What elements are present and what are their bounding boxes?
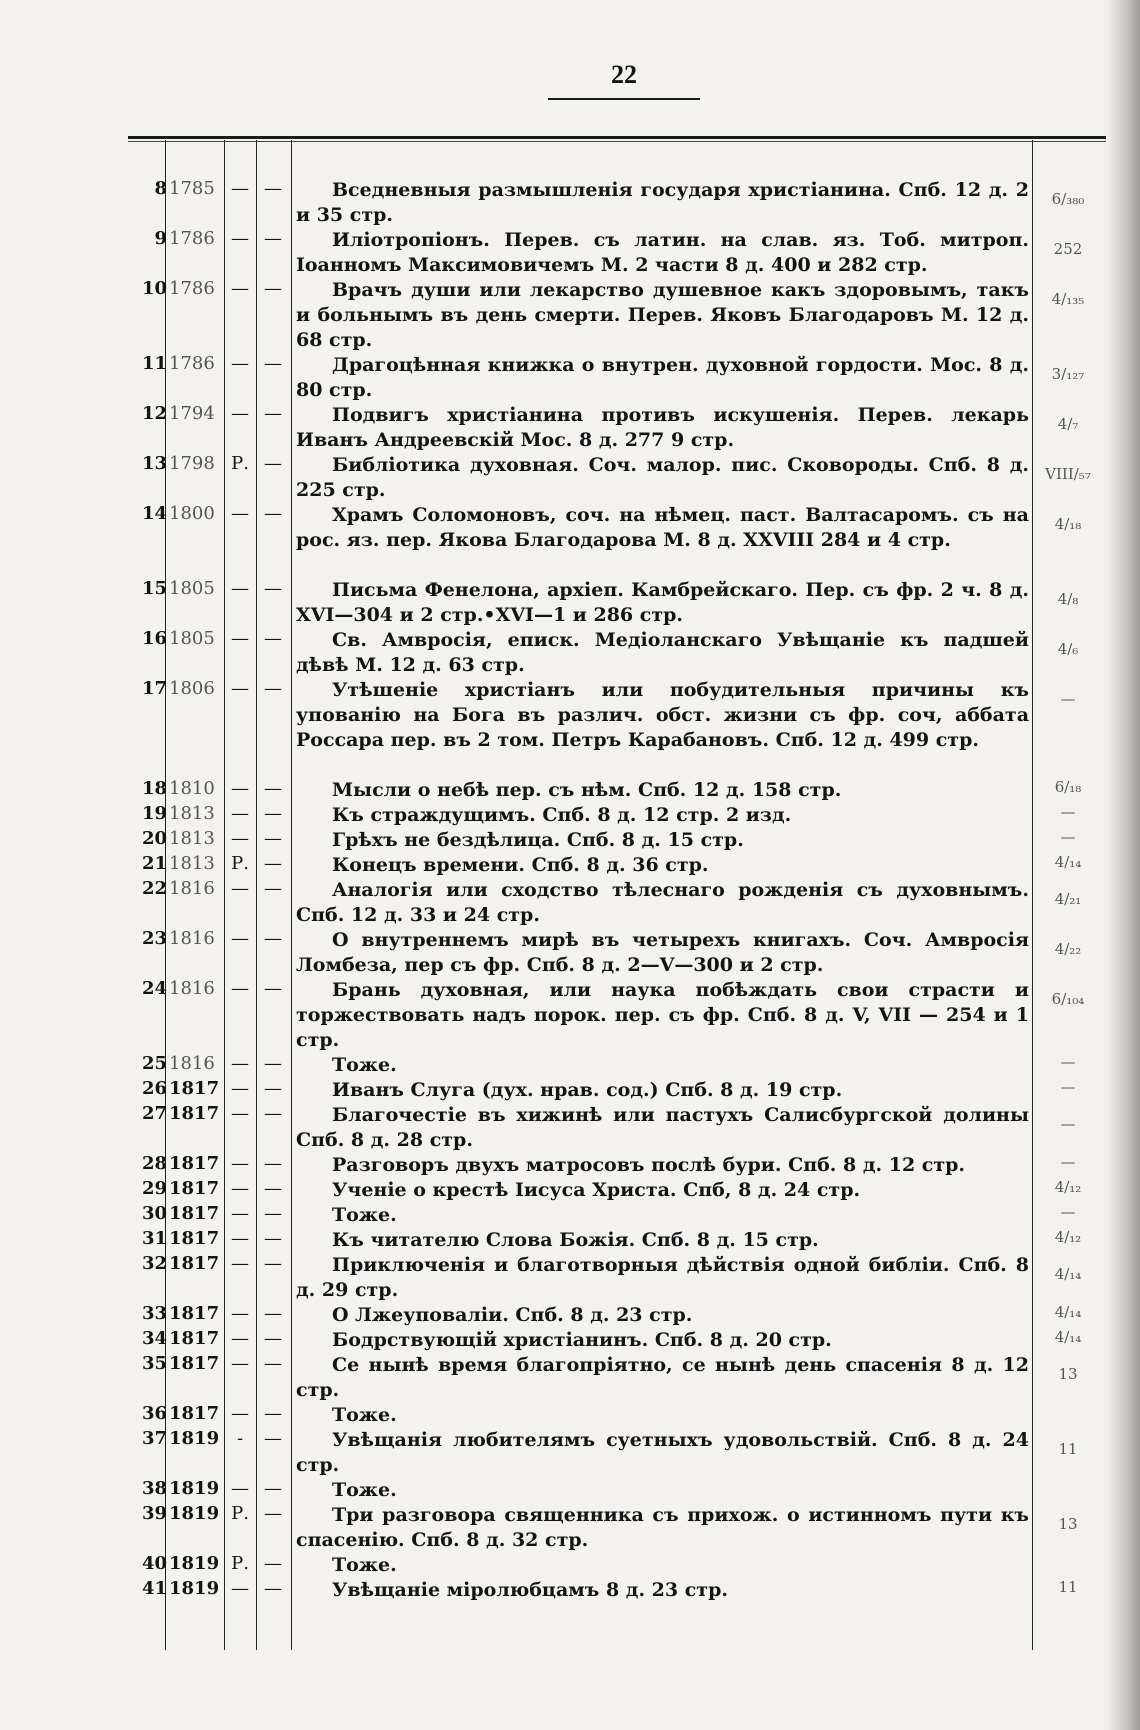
entry-mark-2: — (264, 853, 282, 874)
entry-title: Се нынѣ время благопріятно, се нынѣ день спасенія 8 д. 12 стр. (296, 1354, 1029, 1401)
entry-mark: — (231, 978, 249, 999)
entry-title: Св. Амвросія, еписк. Медіоланскаго Увѣщаніе къ падшей дѣвѣ М. 12 д. 63 стр. (296, 629, 1029, 676)
entry-title: Грѣхъ не бездѣлица. Спб. 8 д. 15 стр. (332, 829, 744, 851)
entry-price: 11 (1058, 1578, 1078, 1596)
entry-year: 1816 (169, 1053, 215, 1074)
entry-price: VIII/₅₇ (1045, 465, 1091, 483)
entry-mark: — (231, 1353, 249, 1374)
entry-mark: — (231, 278, 249, 299)
entry-mark-2: — (264, 228, 282, 249)
entry-mark: — (231, 178, 249, 199)
entry-mark: — (231, 503, 249, 524)
entry-number: 33 (141, 1303, 167, 1324)
entry-title: Письма Фенелона, архіеп. Камбрейскаго. Пер. съ фр. 2 ч. 8 д. XVI—304 и 2 стр.•XVI—1 и 286 стр. (296, 579, 1029, 626)
entry-mark: — (231, 1203, 249, 1224)
entry-mark-2: — (264, 1553, 282, 1574)
entry-mark-2: — (264, 1103, 282, 1124)
entry-mark: — (231, 1253, 249, 1274)
entry-number: 20 (141, 828, 167, 849)
entry-mark-2: — (264, 778, 282, 799)
entry-mark: — (231, 878, 249, 899)
entry-price: 4/₁₃₅ (1051, 290, 1085, 308)
entry-year: 1816 (169, 978, 215, 999)
entry-number: 38 (141, 1478, 167, 1499)
entry-mark: — (231, 628, 249, 649)
entry-mark-2: — (264, 1178, 282, 1199)
entry-title: Аналогія или сходство тѣлеснаго рожденія съ духовнымъ. Спб. 12 д. 33 и 24 стр. (296, 879, 1029, 926)
entry-mark-2: — (264, 828, 282, 849)
entry-title: Приключенія и благотворныя дѣйствія одной библіи. Спб. 8 д. 29 стр. (296, 1254, 1029, 1301)
entry-price: — (1060, 1078, 1076, 1096)
entry-title: Къ читателю Слова Божія. Спб. 8 д. 15 стр. (332, 1229, 819, 1251)
entry-price: 3/₁₂₇ (1051, 365, 1085, 383)
entry-mark: — (231, 828, 249, 849)
entry-title: Брань духовная, или наука побѣждать свои страсти и торжествовать надъ порок. пер. съ фр. Спб. 8 д. V, VII — 254 и 1 стр. (296, 979, 1029, 1051)
entry-price: 252 (1053, 240, 1083, 258)
entry-mark: Р. (231, 1503, 249, 1524)
entry-mark-2: — (264, 453, 282, 474)
entry-number: 35 (141, 1353, 167, 1374)
entry-mark-2: — (264, 178, 282, 199)
entry-title: Увѣщаніе міролюбцамъ 8 д. 23 стр. (332, 1579, 728, 1601)
entry-number: 18 (141, 778, 167, 799)
entry-number: 41 (141, 1578, 167, 1599)
entry-title: Врачъ души или лекарство душевное какъ здоровымъ, такъ и больнымъ въ день смерти. Перев. Яковъ Благодаровъ М. 12 д. 68 стр. (296, 279, 1029, 351)
entry-year: 1786 (169, 353, 215, 374)
entry-title: Тоже. (332, 1054, 397, 1076)
entry-mark: — (231, 1478, 249, 1499)
entry-mark-2: — (264, 803, 282, 824)
entry-mark-2: — (264, 1353, 282, 1374)
entry-year: 1817 (169, 1328, 220, 1349)
entry-year: 1786 (169, 278, 215, 299)
entry-year: 1800 (169, 503, 215, 524)
entry-title: Конецъ времени. Спб. 8 д. 36 стр. (332, 854, 709, 876)
entry-price: 4/₁₂ (1054, 1178, 1082, 1196)
entry-title: Подвигъ христіанина противъ искушенія. Перев. лекарь Иванъ Андреевскій Мос. 8 д. 277 9 стр. (296, 404, 1029, 451)
entry-title: Тоже. (332, 1404, 397, 1426)
entry-number: 28 (141, 1153, 167, 1174)
entry-title: О внутреннемъ мирѣ въ четырехъ книгахъ. Соч. Амвросія Ломбеза, пер съ фр. Спб. 8 д. 2—V—300 и 2 стр. (296, 929, 1029, 976)
entry-year: 1817 (169, 1253, 220, 1274)
entry-title: О Лжеуповаліи. Спб. 8 д. 23 стр. (332, 1304, 693, 1326)
entry-price: 6/₁₀₄ (1051, 990, 1085, 1008)
entry-title: Драгоцѣнная книжка о внутрен. духовной гордости. Мос. 8 д. 80 стр. (296, 354, 1029, 401)
entry-title: Три разговора священника съ прихож. о истинномъ пути къ спасенію. Спб. 8 д. 32 стр. (296, 1504, 1029, 1551)
entry-mark: — (231, 1153, 249, 1174)
entry-mark-2: — (264, 1478, 282, 1499)
entry-title: Мысли о небѣ пер. съ нѣм. Спб. 12 д. 158 стр. (332, 779, 842, 801)
entry-mark: — (231, 803, 249, 824)
entry-mark-2: — (264, 978, 282, 999)
entry-mark-2: — (264, 678, 282, 699)
entry-mark: — (231, 403, 249, 424)
entry-number: 11 (141, 353, 167, 374)
entry-year: 1794 (169, 403, 215, 424)
entry-mark: — (231, 228, 249, 249)
entry-number: 23 (141, 928, 167, 949)
entry-year: 1819 (169, 1503, 220, 1524)
entry-year: 1817 (169, 1303, 220, 1324)
entry-number: 14 (141, 503, 167, 524)
entry-mark-2: — (264, 1578, 282, 1599)
entry-number: 36 (141, 1403, 167, 1424)
entry-year: 1813 (169, 828, 215, 849)
entry-mark: — (231, 778, 249, 799)
entry-mark: — (231, 1328, 249, 1349)
entry-year: 1816 (169, 878, 215, 899)
entry-year: 1819 (169, 1578, 220, 1599)
table-top-rule (128, 136, 1106, 139)
entry-year: 1817 (169, 1353, 220, 1374)
entry-price: 4/₁₄ (1054, 1303, 1082, 1321)
entry-number: 37 (141, 1428, 167, 1449)
entry-number: 21 (141, 853, 167, 874)
entry-year: 1798 (169, 453, 215, 474)
entry-mark-2: — (264, 1403, 282, 1424)
entry-title: Разговоръ двухъ матросовъ послѣ бури. Спб. 8 д. 12 стр. (332, 1154, 966, 1176)
entry-year: 1805 (169, 628, 215, 649)
entry-year: 1806 (169, 678, 215, 699)
entry-price: — (1060, 1203, 1076, 1221)
entry-mark-2: — (264, 353, 282, 374)
entry-title: Утѣшеніе христіанъ или побудительныя причины къ упованію на Бога въ различ. обст. жизни съ фр. соч, аббата Россара пер. въ 2 том. Петръ Карабановъ. Спб. 12 д. 499 стр. (296, 679, 1029, 751)
entry-number: 25 (141, 1053, 167, 1074)
entry-number: 26 (141, 1078, 167, 1099)
entry-number: 29 (141, 1178, 167, 1199)
entry-mark: — (231, 678, 249, 699)
entry-mark: Р. (231, 453, 249, 474)
entry-price: 4/₂₁ (1054, 890, 1082, 908)
entry-year: 1817 (169, 1078, 220, 1099)
entry-title: Иванъ Слуга (дух. нрав. сод.) Спб. 8 д. 19 стр. (332, 1079, 843, 1101)
entry-title: Иліотропіонъ. Перев. съ латин. на слав. яз. Тоб. митроп. Іоанномъ Максимовичемъ М. 2 части 8 д. 400 и 282 стр. (296, 229, 1029, 276)
entry-number: 32 (141, 1253, 167, 1274)
entry-price: 4/₈ (1057, 590, 1079, 608)
entry-price: 4/₆ (1057, 640, 1079, 658)
entry-year: 1813 (169, 853, 215, 874)
entry-number: 31 (141, 1228, 167, 1249)
entry-price: 4/₁₂ (1054, 1228, 1082, 1246)
entry-mark-2: — (264, 1328, 282, 1349)
entry-mark: — (231, 1303, 249, 1324)
entry-mark-2: — (264, 503, 282, 524)
entry-mark: Р. (231, 1553, 249, 1574)
entry-title: Увѣщанія любителямъ суетныхъ удовольствій. Спб. 8 д. 24 стр. (296, 1429, 1029, 1476)
entry-price: — (1060, 690, 1076, 708)
entry-price: — (1060, 1153, 1076, 1171)
entry-mark-2: — (264, 1503, 282, 1524)
entry-mark-2: — (264, 1253, 282, 1274)
entry-price: 11 (1058, 1440, 1078, 1458)
page-number: 22 (611, 60, 637, 89)
entry-number: 17 (141, 678, 167, 699)
entry-year: 1817 (169, 1178, 220, 1199)
entry-mark-2: — (264, 1303, 282, 1324)
entry-number: 10 (141, 278, 167, 299)
entry-price: 4/₁₄ (1054, 1328, 1082, 1346)
entry-mark-2: — (264, 1153, 282, 1174)
entry-price: — (1060, 803, 1076, 821)
entry-price: 4/₇ (1057, 415, 1079, 433)
entry-mark-2: — (264, 278, 282, 299)
entry-number: 24 (141, 978, 167, 999)
entry-mark-2: — (264, 878, 282, 899)
entry-mark-2: — (264, 1228, 282, 1249)
page-number-rule (548, 98, 700, 100)
entry-price: 4/₂₂ (1054, 940, 1082, 958)
entry-price: — (1060, 1053, 1076, 1071)
entry-mark-2: — (264, 1203, 282, 1224)
entry-mark-2: — (264, 928, 282, 949)
entry-number: 13 (141, 453, 167, 474)
entry-mark-2: — (264, 1053, 282, 1074)
entry-mark: — (231, 1178, 249, 1199)
entry-mark: - (236, 1428, 244, 1449)
entry-year: 1819 (169, 1428, 220, 1449)
entry-year: 1817 (169, 1228, 220, 1249)
entry-year: 1786 (169, 228, 215, 249)
entry-year: 1785 (169, 178, 215, 199)
entry-title: Тоже. (332, 1554, 397, 1576)
entry-number: 8 (154, 178, 167, 199)
entry-price: 13 (1058, 1365, 1078, 1383)
entry-year: 1817 (169, 1153, 220, 1174)
entry-mark: — (231, 1103, 249, 1124)
entry-number: 22 (141, 878, 167, 899)
entry-year: 1819 (169, 1478, 220, 1499)
entry-price: 6/₃₈₀ (1051, 190, 1085, 208)
entry-number: 16 (141, 628, 167, 649)
entry-year: 1813 (169, 803, 215, 824)
entry-number: 19 (141, 803, 167, 824)
entry-price: 4/₁₈ (1054, 515, 1082, 533)
entry-title: Бодрствующій христіанинъ. Спб. 8 д. 20 стр. (332, 1329, 832, 1351)
entry-mark: — (231, 1053, 249, 1074)
entry-number: 12 (141, 403, 167, 424)
entry-mark: — (231, 928, 249, 949)
entry-price: 4/₁₄ (1054, 853, 1082, 871)
entry-mark: — (231, 1578, 249, 1599)
entry-year: 1810 (169, 778, 215, 799)
entry-number: 34 (141, 1328, 167, 1349)
entry-title: Къ страждущимъ. Спб. 8 д. 12 стр. 2 изд. (332, 804, 792, 826)
entry-title: Тоже. (332, 1479, 397, 1501)
entry-mark: — (231, 1228, 249, 1249)
entry-mark-2: — (264, 628, 282, 649)
entry-number: 39 (141, 1503, 167, 1524)
entry-number: 30 (141, 1203, 167, 1224)
entry-year: 1805 (169, 578, 215, 599)
entry-mark: — (231, 1078, 249, 1099)
entry-mark-2: — (264, 1428, 282, 1449)
entry-price: 4/₁₄ (1054, 1265, 1082, 1283)
entry-mark: — (231, 353, 249, 374)
entry-mark: Р. (231, 853, 249, 874)
entry-mark: — (231, 1403, 249, 1424)
column-divider (291, 140, 292, 1650)
entry-year: 1817 (169, 1203, 220, 1224)
entry-number: 15 (141, 578, 167, 599)
entry-mark-2: — (264, 1078, 282, 1099)
entry-number: 40 (141, 1553, 167, 1574)
entry-year: 1819 (169, 1553, 220, 1574)
entry-title: Тоже. (332, 1204, 397, 1226)
entry-price: 6/₁₈ (1054, 778, 1082, 796)
column-divider (1032, 140, 1033, 1650)
page-edge (1106, 0, 1140, 1730)
entry-title: Библіотика духовная. Соч. малор. пис. Сковороды. Спб. 8 д. 225 стр. (296, 454, 1029, 501)
entry-price: — (1060, 1115, 1076, 1133)
entry-title: Благочестіе въ хижинѣ или пастухъ Салисбургской долины Спб. 8 д. 28 стр. (296, 1104, 1029, 1151)
entry-price: — (1060, 828, 1076, 846)
entry-title: Ученіе о крестѣ Іисуса Христа. Спб, 8 д. 24 стр. (332, 1179, 861, 1201)
entry-year: 1817 (169, 1403, 220, 1424)
table-top-rule-thin (128, 141, 1106, 142)
entry-number: 9 (154, 228, 167, 249)
entry-year: 1816 (169, 928, 215, 949)
entry-title: Храмъ Соломоновъ, соч. на нѣмец. паст. Валтасаромъ. съ на рос. яз. пер. Якова Благодарова М. 8 д. XXVIII 284 и 4 стр. (296, 504, 1029, 551)
entry-mark-2: — (264, 578, 282, 599)
entry-price: 13 (1058, 1515, 1078, 1533)
entry-number: 27 (141, 1103, 167, 1124)
entry-mark-2: — (264, 403, 282, 424)
entry-mark: — (231, 578, 249, 599)
entry-title: Вседневныя размышленія государя христіанина. Спб. 12 д. 2 и 35 стр. (296, 179, 1029, 226)
entry-year: 1817 (169, 1103, 220, 1124)
